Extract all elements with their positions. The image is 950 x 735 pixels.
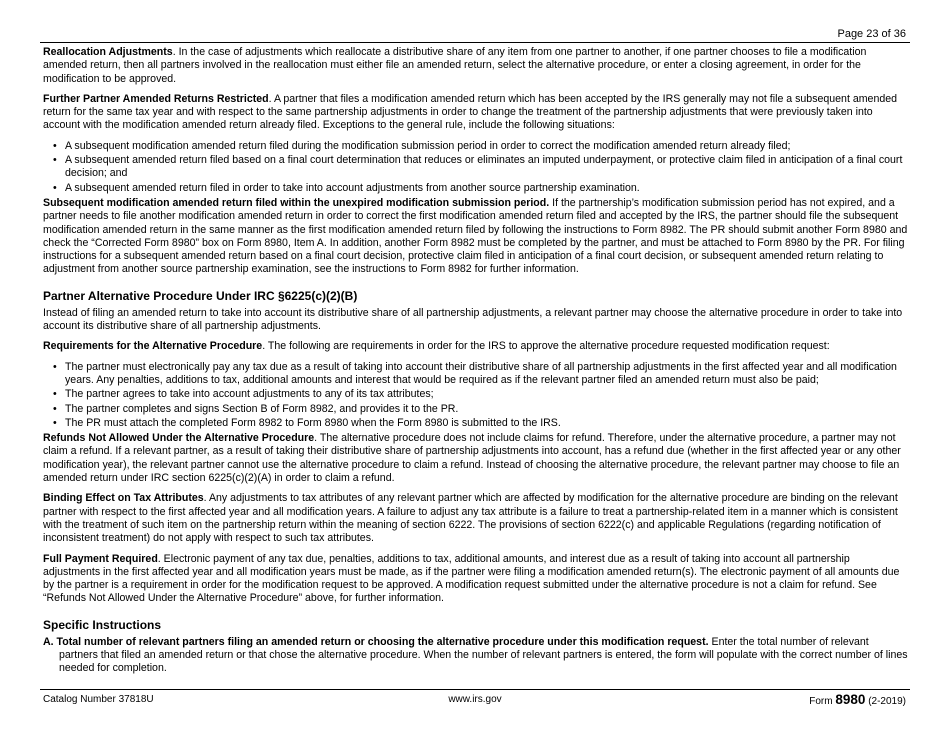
specific-instructions-heading: Specific Instructions [43, 617, 162, 632]
refunds-text: . The alternative procedure does not include claims for refund. Therefore, under the alternative procedure, a partner may not claim a refund. If a relevant partner, as a result of taking their distributive share of partnership adjustments into account, has a refund due (whether in the first affected year or any other modification year), the relevant partner cannot use the alternative procedure to claim a refund. Instead of choosing the alternative procedure, the relevant partner may choose to file an amended return under IRC section 6225(c)(2)(A) in order to claim a refund. [43, 432, 901, 485]
further-restricted-text: . A partner that files a modification amended return which has been accepted by the IRS generally may not file a subsequent amended return for the same tax year and with respect to the same partnership adjustments in order to change the treatment of the partnership adjustments that were previously taken into account with the modification amended return already filed. Exceptions to the general rule, include the following situations: [43, 92, 898, 132]
form-word: Form [809, 696, 833, 707]
list-item: • The partner agrees to take into account adjustments to any of its tax attributes; [53, 388, 909, 401]
page-content [43, 46, 909, 683]
form-revision: (2-2019) [868, 696, 906, 707]
irs-website-link[interactable]: www.irs.gov [448, 694, 502, 705]
refunds-title: Refunds Not Allowed Under the Alternative Procedure [43, 432, 315, 445]
list-item: • A subsequent amended return filed in order to take into account adjustments from another source partnership examination. [53, 182, 909, 195]
page-footer [40, 689, 910, 720]
reallocation-title: Reallocation Adjustments [43, 46, 173, 58]
reallocation-text: . In the case of adjustments which reallocate a distributive share of any item from one partner to another, if one partner chooses to file a modification amended return, then all partners involved in the reallocation must either file an amended return, select the alternative procedure, or enter a closing agreement, in order for the modification to be approved. [43, 46, 867, 85]
item-a-label: A. Total number of relevant partners filing an amended return or choosing the alternative procedure under this modification request. [43, 635, 709, 648]
refunds-paragraph [43, 432, 909, 485]
reallocation-paragraph [43, 46, 909, 86]
form-number: 8980 [835, 692, 866, 707]
list-item: • A subsequent modification amended return filed during the modification submission period in order to correct the modification amended return already filed; [53, 140, 909, 153]
list-item: • The partner completes and signs Section B of Form 8982, and provides it to the PR. [53, 403, 909, 416]
full-payment-title: Full Payment Required [43, 552, 158, 565]
subsequent-text: If the partnership’s modification submission period has not expired, and a partner needs to file another modification amended return in order to correct the first modification amended return filed and accepted by the IRS, the partner should file the subsequent modification amended return in the same manner as the first modification amended return filed by following the instructions to Form 8982. The PR should submit another Form 8980 and check the “Corrected Form 8980” box on Form 8980, Item A. In addition, another Form 8982 must be completed by the partner, and must be attached to Form 8980 by the PR. For filing instructions for a subsequent amended return based on a final court decision, protective claim filed in anticipation of a final court decision, or subsequent amended return relating to adjustment from another source partnership examination, see the instructions to Form 8982 for further information. [43, 196, 908, 276]
page-number: Page 23 of 36 [837, 28, 906, 40]
list-item: • The PR must attach the completed Form 8982 to Form 8980 when the Form 8980 is submitted to the IRS. [53, 417, 909, 430]
full-payment-paragraph [43, 553, 909, 606]
list-item: • A subsequent amended return filed based on a final court determination that reduces or eliminates an imputed underpayment, or protective claim filed in anticipation of a final court decision; and [53, 154, 909, 181]
header-rule [40, 42, 910, 43]
catalog-number: Catalog Number 37818U [43, 694, 154, 705]
requirements-paragraph [43, 340, 909, 353]
requirements-list [43, 361, 909, 430]
item-a-paragraph [43, 636, 909, 676]
binding-paragraph [43, 492, 909, 545]
binding-text: . Any adjustments to tax attributes of any relevant partner which are affected by modification for the alternative procedure are binding on the relevant partner with respect to the first affected year and all modification years. A failure to adjust any tax attribute is a failure to treat a partnership-related item in a manner which is consistent with the treatment of such item on the partnership return within the meaning of section 6222. The provisions of section 6222(c) and applicable Regulations (regarding notification of inconsistent treatment) do not apply with respect to such tax attributes. [43, 492, 898, 545]
list-item: • The partner must electronically pay any tax due as a result of taking into account their distributive share of all partnership adjustments in the first affected year and all modification years. Any penalties, additions to tax, additional amounts and interest that would be required as if the relevant partner filed an amended return must also be paid; [53, 361, 909, 388]
further-restricted-title: Further Partner Amended Returns Restricted [43, 92, 269, 105]
further-restricted-paragraph [43, 93, 909, 133]
subsequent-title: Subsequent modification amended return filed within the unexpired modification submission period. [43, 196, 550, 209]
subsequent-paragraph [43, 197, 909, 277]
item-a-text: Enter the total number of relevant partners that filed an amended return or that chose the alternative procedure. When the number of relevant partners is entered, the form will populate with the correct number of lines needed for completion. [59, 635, 908, 675]
requirements-title: Requirements for the Alternative Procedure [43, 340, 263, 353]
requirements-text: . The following are requirements in order for the IRS to approve the alternative procedure requested modification request: [262, 340, 830, 353]
binding-title: Binding Effect on Tax Attributes [43, 492, 204, 505]
alt-procedure-heading: Partner Alternative Procedure Under IRC §6225(c)(2)(B) [43, 288, 358, 303]
full-payment-text: . Electronic payment of any tax due, penalties, additions to tax, additional amounts, and interest due as a result of taking into account all partnership adjustments in the first affected year and all modification years must be made, as if the partner were filing a modification amended return(s). The electronic payment of all amounts due by the partner is a requirement in order for the modification request to be approved. A modification request submitted under the alternative procedure is not a claim for refund. See “Refunds Not Allowed Under the Alternative Procedure” above, for further information. [43, 552, 900, 605]
form-identifier [809, 692, 906, 707]
exceptions-list [43, 140, 909, 195]
alt-procedure-intro: Instead of filing an amended return to take into account its distributive share of all partnership adjustments, a relevant partner may choose the alternative procedure in order to take into account its distributive share of all partnership adjustments. [43, 306, 903, 333]
